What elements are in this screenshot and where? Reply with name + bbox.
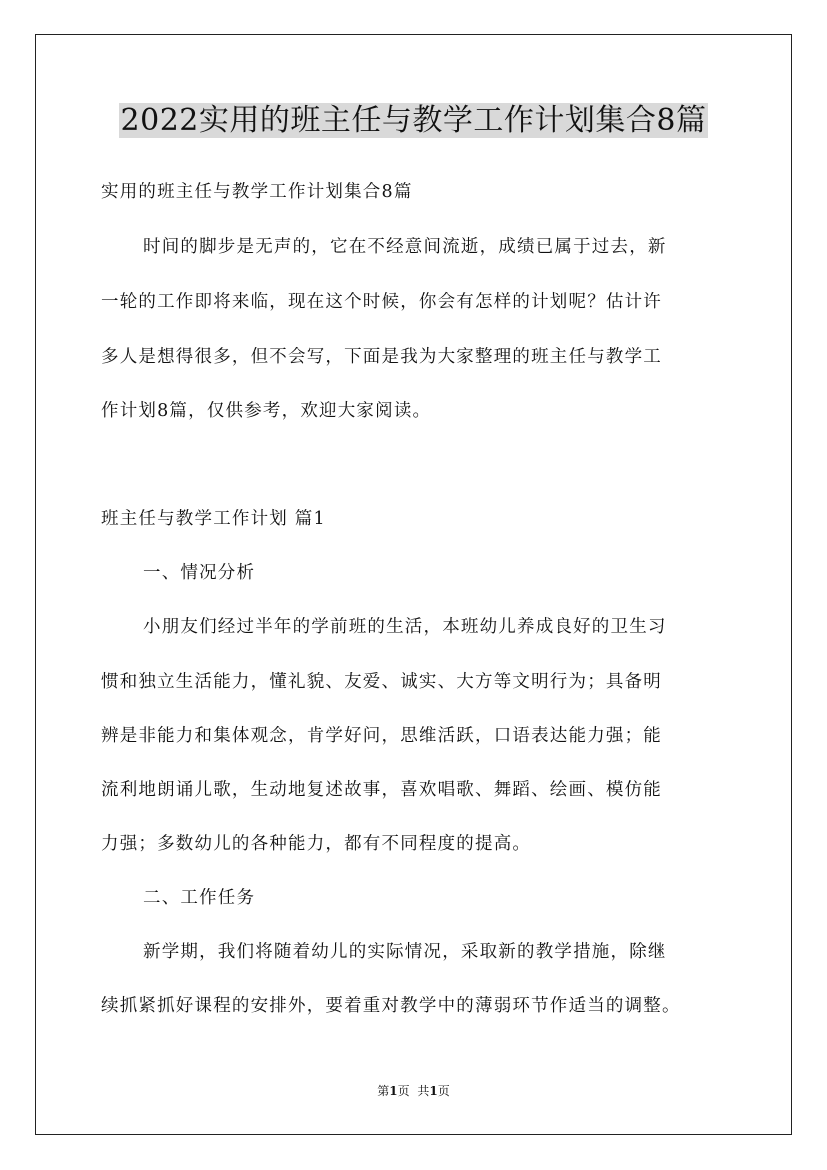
document-title-text: 2022实用的班主任与教学工作计划集合8篇: [120, 103, 707, 138]
para-2-line-2: 续抓紧抓好课程的安排外，要着重对教学中的薄弱环节作适当的调整。: [101, 996, 681, 1016]
intro-line-2: 一轮的工作即将来临，现在这个时候，你会有怎样的计划呢？估计许: [101, 292, 662, 312]
section-heading: 班主任与教学工作计划 篇1: [101, 509, 326, 529]
para-1-line-4: 流利地朗诵儿歌，生动地复述故事，喜欢唱歌、舞蹈、绘画、模仿能: [101, 780, 662, 800]
intro-line-3: 多人是想得很多，但不会写，下面是我为大家整理的班主任与教学工: [101, 347, 662, 367]
footer-total-number: 1: [429, 1084, 438, 1098]
footer-total-prefix: 共: [417, 1084, 430, 1098]
page-footer: [0, 1083, 827, 1099]
heading-work-tasks: 二、工作任务: [143, 888, 256, 908]
document-title: [0, 98, 827, 144]
para-1-line-2: 惯和独立生活能力，懂礼貌、友爱、诚实、大方等文明行为；具备明: [101, 672, 662, 692]
para-1-line-5: 力强；多数幼儿的各种能力，都有不同程度的提高。: [101, 834, 532, 854]
document-subtitle: 实用的班主任与教学工作计划集合8篇: [101, 182, 413, 202]
intro-line-4: 作计划8篇，仅供参考，欢迎大家阅读。: [101, 401, 432, 421]
footer-page-suffix: 页: [397, 1084, 410, 1098]
footer-total-suffix: 页: [437, 1084, 450, 1098]
para-1-line-3: 辨是非能力和集体观念，肯学好问，思维活跃，口语表达能力强；能: [101, 726, 662, 746]
footer-page-number: 1: [389, 1084, 398, 1098]
para-1-line-1: 小朋友们经过半年的学前班的生活，本班幼儿养成良好的卫生习: [143, 617, 667, 637]
intro-line-1: 时间的脚步是无声的，它在不经意间流逝，成绩已属于过去，新: [143, 237, 667, 257]
para-2-line-1: 新学期，我们将随着幼儿的实际情况，采取新的教学措施，除继: [143, 942, 667, 962]
heading-situation-analysis: 一、情况分析: [143, 563, 256, 583]
footer-page-prefix: 第: [377, 1084, 390, 1098]
